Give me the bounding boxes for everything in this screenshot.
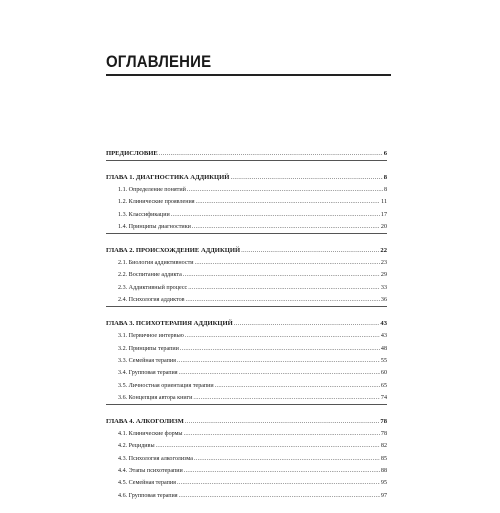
toc-leader-dots <box>196 196 381 208</box>
toc-entry-title: 4.2. Рецидивы <box>118 443 155 450</box>
toc-chapter-title: ГЛАВА 1. ДИАГНОСТИКА АДДИКЦИЙ <box>106 174 230 181</box>
toc-page-number: 23 <box>380 260 387 267</box>
toc-entry-title: 1.3. Классификации <box>118 211 170 218</box>
toc-chapter-title: ГЛАВА 3. ПСИХОТЕРАПИЯ АДДИКЦИЙ <box>106 320 233 328</box>
toc-entry[interactable] <box>106 257 387 269</box>
toc-leader-dots <box>171 209 380 221</box>
toc-page-number: 33 <box>380 284 387 291</box>
toc-chapter-title: ГЛАВА 4. АЛКОГОЛИЗМ <box>106 418 184 426</box>
toc-leader-dots <box>230 172 382 184</box>
toc-entry-title: 4.6. Групповая терапия <box>118 492 178 499</box>
toc-entry[interactable] <box>106 477 387 489</box>
toc-entry[interactable] <box>106 343 387 355</box>
toc-page-number: 22 <box>380 247 387 255</box>
toc-leader-dots <box>159 148 383 160</box>
toc-divider <box>106 160 387 161</box>
toc-chapter-heading[interactable] <box>106 172 387 184</box>
toc-chapter-heading[interactable] <box>106 416 387 428</box>
toc-page-number: 78 <box>380 431 387 438</box>
toc-entry-title: 4.4. Этапы психотерапии <box>118 468 183 475</box>
toc-page-number: 17 <box>380 211 387 218</box>
toc-entry[interactable] <box>106 465 387 477</box>
toc-leader-dots <box>184 428 380 440</box>
toc-entry[interactable] <box>106 294 387 306</box>
toc-page-number: 55 <box>380 357 387 364</box>
toc-leader-dots <box>195 257 380 269</box>
toc-chapter-heading[interactable] <box>106 318 387 330</box>
toc-entry[interactable] <box>106 221 387 233</box>
toc-page-number: 65 <box>380 382 387 389</box>
toc-entry[interactable] <box>106 184 387 196</box>
toc-page-number: 97 <box>380 492 387 499</box>
toc-entry-title: 3.1. Первичное интервью <box>118 333 184 340</box>
toc-page-number: 6 <box>383 150 387 157</box>
toc-entry-title: 3.2. Принципы терапии <box>118 345 179 352</box>
toc-entry[interactable] <box>106 490 387 502</box>
toc-page-number: 8 <box>383 187 387 193</box>
toc-leader-dots <box>180 343 380 355</box>
toc-entry-title: 3.4. Групповая терапия <box>118 370 178 377</box>
toc-entry[interactable] <box>106 453 387 465</box>
toc-leader-dots <box>179 490 380 502</box>
toc-entry-title: 1.2. Клинические проявления <box>118 199 195 206</box>
toc-page-number: 48 <box>380 345 387 352</box>
toc-page-number: 43 <box>380 320 387 328</box>
toc-entry[interactable] <box>106 380 387 392</box>
toc-divider <box>106 306 387 307</box>
toc-leader-dots <box>186 294 380 306</box>
toc-entry[interactable] <box>106 269 387 281</box>
toc-entry-title: 2.3. Аддиктивный процесс <box>118 284 188 291</box>
toc-leader-dots <box>234 318 380 330</box>
toc-leader-dots <box>215 380 380 392</box>
toc-entry-title: 3.3. Семейная терапия <box>118 357 176 364</box>
toc-section-chapter-4 <box>106 416 387 502</box>
toc-leader-dots <box>184 465 380 477</box>
toc-chapter-heading[interactable] <box>106 148 387 160</box>
toc-leader-dots <box>185 330 380 342</box>
toc-entry-title: 2.1. Биология аддиктивности <box>118 260 194 267</box>
toc-entry[interactable] <box>106 355 387 367</box>
toc-entry-title: 1.4. Принципы диагностики <box>118 223 191 230</box>
toc-page-number: 11 <box>381 199 387 206</box>
toc-section-preface <box>106 148 387 161</box>
toc-leader-dots <box>183 269 380 281</box>
toc-chapter-heading[interactable] <box>106 245 387 257</box>
toc-page-number: 20 <box>380 223 387 230</box>
page-title: ОГЛАВЛЕНИЕ <box>106 52 212 71</box>
toc-leader-dots <box>156 440 380 452</box>
toc-page-number: 8 <box>383 174 387 181</box>
toc-leader-dots <box>179 367 380 379</box>
toc-entry-title: 1.1. Определение понятий <box>118 187 186 193</box>
toc-entry[interactable] <box>106 196 387 208</box>
toc-leader-dots <box>177 477 380 489</box>
toc-entry[interactable] <box>106 330 387 342</box>
toc-entry-title: 3.5. Личностная ориентация терапии <box>118 382 214 389</box>
toc-entry[interactable] <box>106 367 387 379</box>
toc-divider <box>106 404 387 405</box>
toc-page-number: 82 <box>380 443 387 450</box>
toc-leader-dots <box>188 282 380 294</box>
toc-leader-dots <box>241 245 379 257</box>
toc-entry-title: 2.2. Воспитание аддикта <box>118 272 182 279</box>
toc-section-chapter-1 <box>106 172 387 234</box>
toc-chapter-title: ГЛАВА 2. ПРОИСХОЖДЕНИЕ АДДИКЦИЙ <box>106 247 241 255</box>
toc-page-number: 74 <box>380 394 387 401</box>
toc-leader-dots <box>192 221 380 233</box>
toc-entry[interactable] <box>106 440 387 452</box>
toc-page-number: 85 <box>380 455 387 462</box>
toc-section-chapter-3 <box>106 318 387 405</box>
toc-entry[interactable] <box>106 209 387 221</box>
toc-section-chapter-2 <box>106 245 387 307</box>
toc-leader-dots <box>177 355 380 367</box>
toc-page-number: 60 <box>380 370 387 377</box>
toc-divider <box>106 233 387 234</box>
toc-page-number: 95 <box>380 480 387 487</box>
toc-entry-title: 4.3. Психология алкоголизма <box>118 455 193 462</box>
table-of-contents <box>106 148 387 513</box>
toc-page-number: 29 <box>380 272 387 279</box>
title-underline <box>106 74 391 76</box>
toc-leader-dots <box>193 392 380 404</box>
toc-page-number: 36 <box>380 297 387 304</box>
toc-entry-title: 3.6. Концепция автора книги <box>118 394 193 401</box>
toc-page-number: 88 <box>380 468 387 475</box>
toc-leader-dots <box>194 453 380 465</box>
toc-entry-title: 4.1. Клинические формы <box>118 431 183 438</box>
toc-leader-dots <box>187 184 383 196</box>
toc-entry[interactable] <box>106 392 387 404</box>
toc-page-number: 43 <box>380 333 387 340</box>
toc-chapter-title: ПРЕДИСЛОВИЕ <box>106 150 158 157</box>
toc-entry[interactable] <box>106 428 387 440</box>
toc-leader-dots <box>185 416 380 428</box>
toc-entry-title: 2.4. Психология аддиктов <box>118 297 185 304</box>
toc-entry[interactable] <box>106 282 387 294</box>
toc-entry-title: 4.5. Семейная терапия <box>118 480 176 487</box>
toc-page-number: 78 <box>380 418 387 426</box>
